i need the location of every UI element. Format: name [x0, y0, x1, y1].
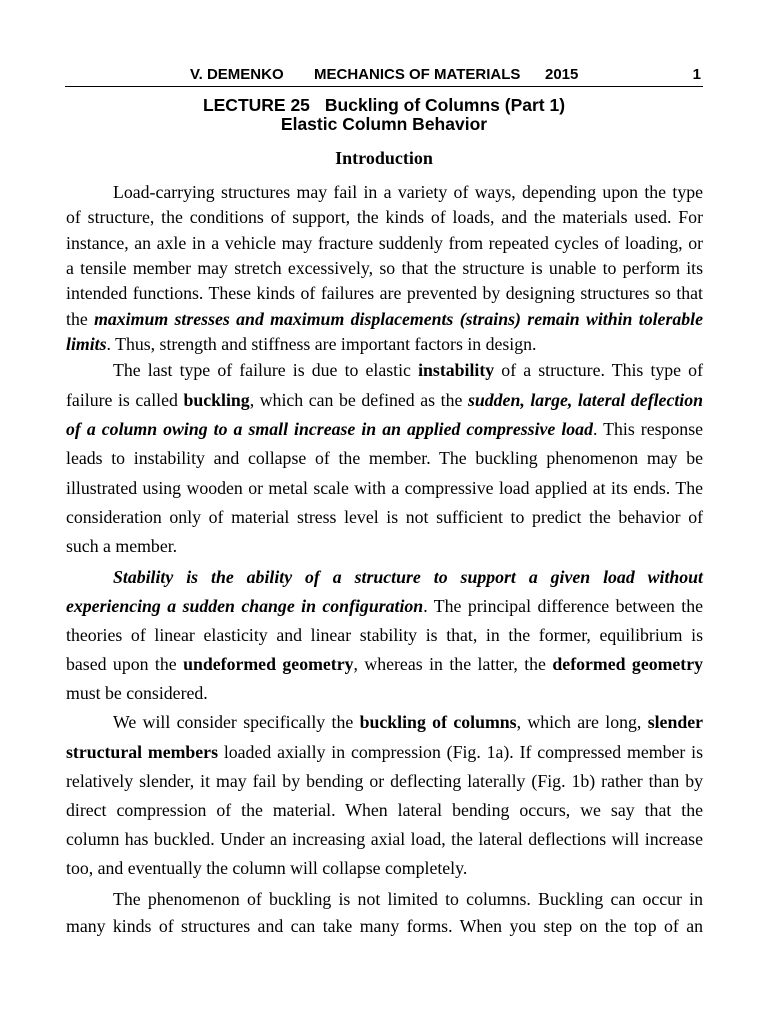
bold-term: buckling: [183, 389, 250, 410]
bold-term: deformed geometry: [552, 653, 704, 674]
section-heading: Introduction: [335, 148, 433, 168]
text-line: [66, 180, 703, 205]
paragraph: [66, 356, 703, 561]
text-run: intended functions. These kinds of failures are prevented by designing structures so that: [66, 283, 703, 304]
header-author: V. DEMENKO: [190, 66, 284, 83]
text-run: many kinds of structures and can take many forms. When you step on the top of an: [66, 915, 703, 936]
text-run: failure is called: [66, 389, 184, 410]
text-run: The last type of failure is due to elastic: [113, 360, 419, 381]
text-line: [66, 281, 703, 306]
text-line: [66, 592, 703, 621]
emphasized-phrase: Stability is the ability of a structure to support a given load without: [113, 566, 703, 587]
text-line: [66, 332, 703, 357]
emphasized-phrase: maximum stresses and maximum displacements (strains) remain within tolerable: [94, 308, 703, 329]
text-run: loaded axially in compression (Fig. 1a). If compressed member is: [218, 741, 703, 762]
text-line: [66, 503, 703, 532]
header-rule: [65, 86, 703, 87]
text-line: [66, 825, 703, 854]
text-run: relatively slender, it may fail by bending or deflecting laterally (Fig. 1b) rather than by: [66, 770, 703, 791]
text-run: We will consider specifically the: [113, 712, 360, 733]
text-line: [66, 854, 703, 883]
text-run: must be considered.: [66, 682, 208, 703]
text-line: [66, 796, 703, 825]
lecture-title: [0, 96, 768, 134]
text-line: [66, 307, 703, 332]
paragraph: [66, 708, 703, 883]
text-line: [66, 474, 703, 503]
text-line: [66, 205, 703, 230]
text-line: [66, 563, 703, 592]
text-run: direct compression of the material. When lateral bending occurs, we say that the: [66, 800, 703, 820]
text-run: a tensile member may stretch excessively, so that the structure is unable to perform its: [66, 257, 703, 278]
text-line: [66, 231, 703, 256]
lecture-title-line: [0, 96, 768, 115]
text-line: [66, 256, 703, 281]
text-run: consideration only of material stress level is not sufficient to predict the behavior of: [66, 506, 703, 527]
text-line: [66, 738, 703, 767]
bold-term: structural members: [66, 741, 218, 762]
emphasized-phrase: sudden, large, lateral deflection: [467, 389, 704, 410]
text-run: , which are long,: [516, 712, 648, 733]
page-number: 1: [692, 66, 701, 83]
text-run: column has buckled. Under an increasing axial load, the lateral deflections will increase: [66, 829, 703, 850]
text-run: . Thus, strength and stiffness are important factors in design.: [106, 333, 537, 354]
text-line: [66, 621, 703, 650]
text-run: theories of linear elasticity and linear stability is that, in the former, equilibrium is: [66, 624, 703, 645]
text-run: instance, an axle in a vehicle may fracture suddenly from repeated cycles of loading, or: [66, 232, 703, 253]
text-line: [66, 532, 703, 561]
header-course-title: MECHANICS OF MATERIALS: [314, 66, 521, 83]
text-line: [66, 650, 703, 679]
bold-term: slender: [647, 712, 704, 733]
text-run: The phenomenon of buckling is not limited to columns. Buckling can occur in: [113, 888, 703, 909]
text-line: [66, 767, 703, 796]
header-year: 2015: [545, 66, 579, 83]
text-line: [66, 386, 703, 415]
lecture-number: LECTURE 25: [202, 95, 310, 115]
text-run: based upon the: [66, 653, 184, 674]
text-run: leads to instability and collapse of the member. The buckling phenomenon may be: [66, 448, 703, 469]
emphasized-phrase: limits: [66, 333, 107, 354]
emphasized-phrase: experiencing a sudden change in configuration: [66, 595, 424, 616]
text-run: , which can be defined as the: [249, 389, 468, 410]
paragraph: [66, 180, 703, 357]
bold-term: buckling of columns: [359, 712, 517, 733]
text-run: of a structure. This type of: [494, 360, 703, 381]
paragraph: [66, 563, 703, 708]
paragraph: [66, 886, 703, 940]
text-run: . This response: [592, 418, 704, 439]
text-run: of structure, the conditions of support, the kinds of loads, and the materials used. For: [66, 207, 703, 228]
text-run: illustrated using wooden or metal scale with a compressive load applied at its ends. The: [66, 477, 703, 498]
text-run: too, and eventually the column will collapse completely.: [66, 858, 468, 879]
text-run: the: [66, 308, 95, 329]
text-run: . The principal difference between the: [423, 595, 703, 616]
bold-term: instability: [418, 360, 495, 381]
text-run: such a member.: [66, 536, 178, 557]
emphasized-phrase: of a column owing to a small increase in an applied compressive load: [66, 418, 593, 439]
text-run: , whereas in the latter, the: [353, 653, 553, 674]
text-line: [66, 679, 703, 708]
bold-term: undeformed geometry: [183, 653, 354, 674]
text-line: [66, 708, 703, 737]
lecture-subtitle: Elastic Column Behavior: [280, 114, 488, 134]
lecture-topic: Buckling of Columns (Part 1): [324, 95, 566, 115]
text-line: [66, 886, 703, 913]
text-line: [66, 913, 703, 940]
text-line: [66, 415, 703, 444]
text-run: Load-carrying structures may fail in a variety of ways, depending upon the type: [113, 182, 703, 202]
text-line: [66, 444, 703, 473]
text-line: [66, 356, 703, 385]
